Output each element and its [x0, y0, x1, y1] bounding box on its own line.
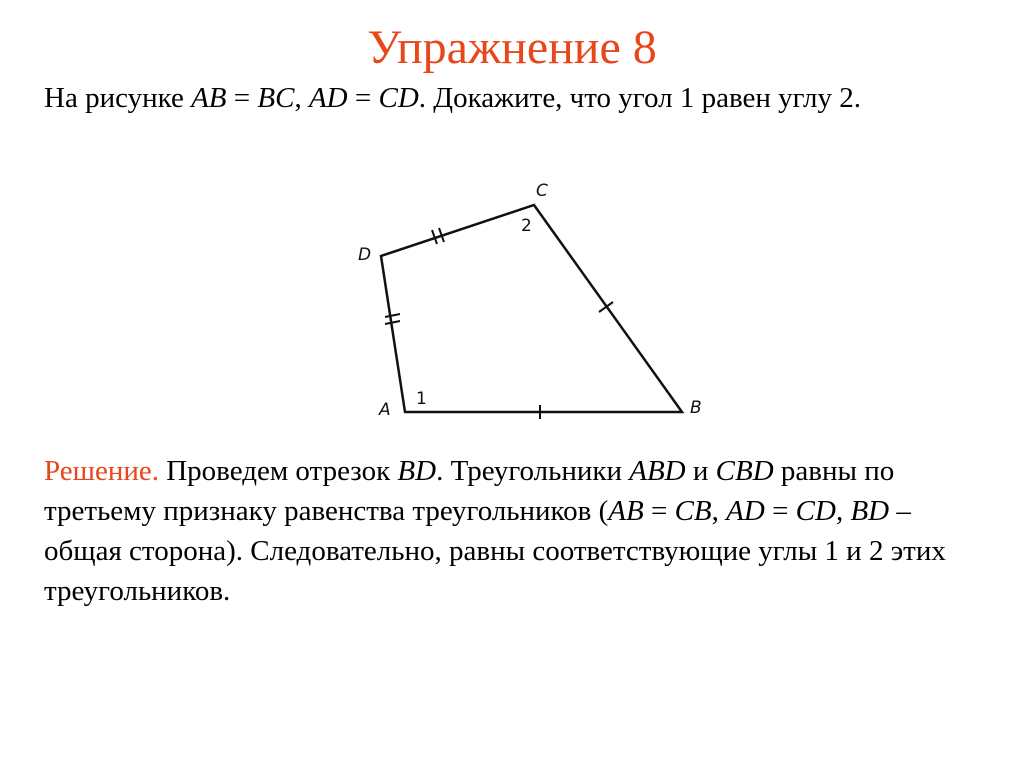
- problem-text: ,: [294, 82, 309, 114]
- segment-bc: BC: [257, 82, 295, 114]
- solution-text: . Треугольники: [436, 455, 630, 487]
- angle-label-1: 1: [416, 389, 427, 409]
- problem-text: =: [347, 82, 379, 114]
- problem-text: . Докажите, что угол 1 равен углу 2.: [418, 82, 862, 114]
- solution-text: ,: [835, 495, 851, 527]
- tick-mark-ad-1: [385, 314, 400, 317]
- segment-bd: BD: [397, 455, 437, 487]
- segment-cb: CB: [674, 495, 712, 527]
- solution-text: Проведем отрезок: [158, 455, 398, 487]
- solution-text: =: [764, 495, 796, 527]
- vertex-label-b: B: [690, 398, 702, 418]
- quadrilateral-abcd: [381, 205, 682, 412]
- segment-ab: AB: [608, 495, 644, 527]
- segment-bd: BD: [850, 495, 890, 527]
- segment-cd: CD: [378, 82, 419, 114]
- solution-label: Решение.: [44, 455, 159, 487]
- problem-text: =: [226, 82, 258, 114]
- vertex-label-c: C: [536, 181, 548, 201]
- solution-text: =: [643, 495, 675, 527]
- solution-text: – общая сторона). Следовательно, равны соответствующие углы 1 и 2 этих треугольников.: [44, 495, 946, 607]
- vertex-label-d: D: [358, 245, 372, 265]
- segment-cd: CD: [795, 495, 836, 527]
- exercise-title: Упражнение 8: [367, 21, 657, 74]
- solution-text: ,: [711, 495, 727, 527]
- problem-text: На рисунке: [44, 82, 192, 114]
- triangle-abd: ABD: [629, 455, 686, 487]
- angle-label-2: 2: [521, 216, 532, 236]
- segment-ab: AB: [191, 82, 227, 114]
- solution-paragraph: [44, 451, 994, 611]
- vertex-label-a: A: [379, 400, 391, 420]
- triangle-cbd: CBD: [715, 455, 774, 487]
- solution-text: и: [685, 455, 716, 487]
- solution-text: равны по третьему признаку равенства треугольников (: [44, 455, 895, 527]
- segment-ad: AD: [308, 82, 348, 114]
- segment-ad: AD: [726, 495, 765, 527]
